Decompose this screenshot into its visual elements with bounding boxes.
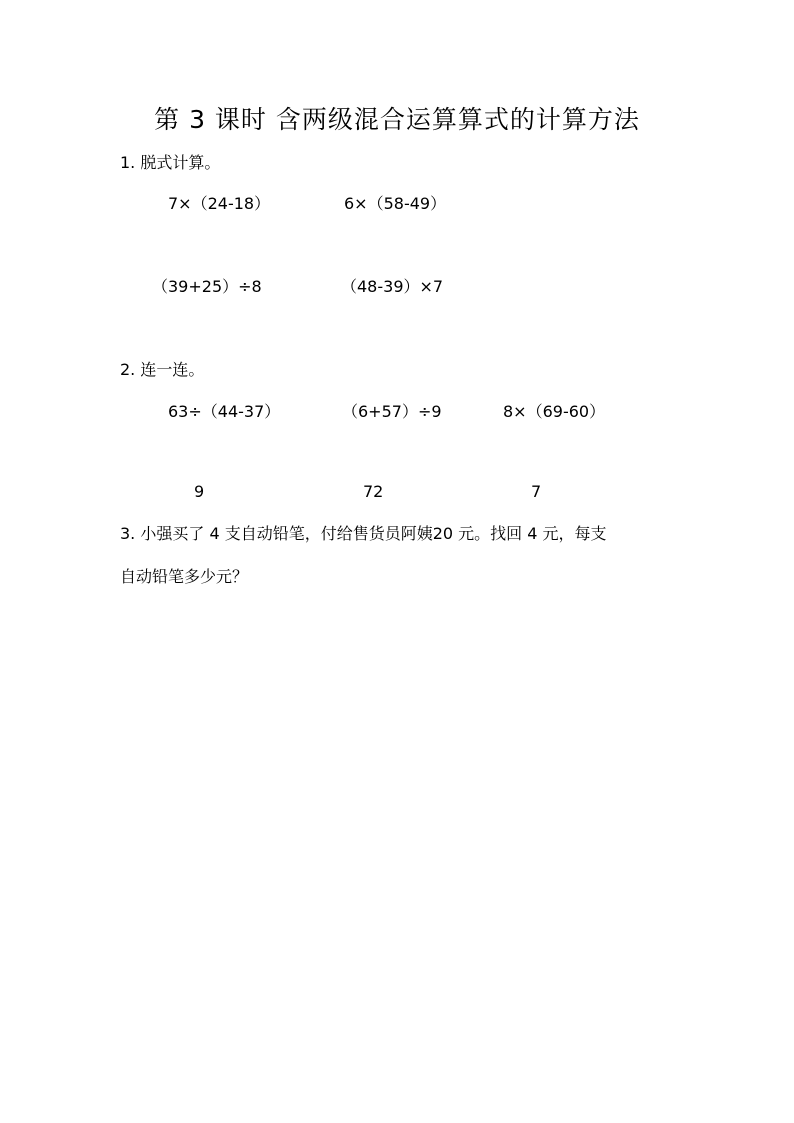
q1-expression-3: （39+25）÷8 [152,277,262,296]
page-title: 第 3 课时 含两级混合运算算式的计算方法 [154,105,640,134]
q1-expression-1: 7×（24-18） [168,194,271,213]
q1-expression-4: （48-39）×7 [341,277,444,296]
question-2-label: 2. 连一连。 [120,360,205,379]
q2-expression-3: 8×（69-60） [503,402,606,421]
q2-expression-1: 63÷（44-37） [168,402,281,421]
question-1-label: 1. 脱式计算。 [120,153,221,172]
question-3-text-line-2: 自动铅笔多少元？ [120,567,249,586]
q2-expression-2: （6+57）÷9 [342,402,442,421]
question-3-text-line-1: 3. 小强买了 4 支自动铅笔，付给售货员阿姨20 元。找回 4 元，每支 [120,524,607,543]
q2-answer-1: 9 [194,482,205,501]
q1-expression-2: 6×（58-49） [344,194,447,213]
q2-answer-3: 7 [531,482,542,501]
q2-answer-2: 72 [363,482,384,501]
